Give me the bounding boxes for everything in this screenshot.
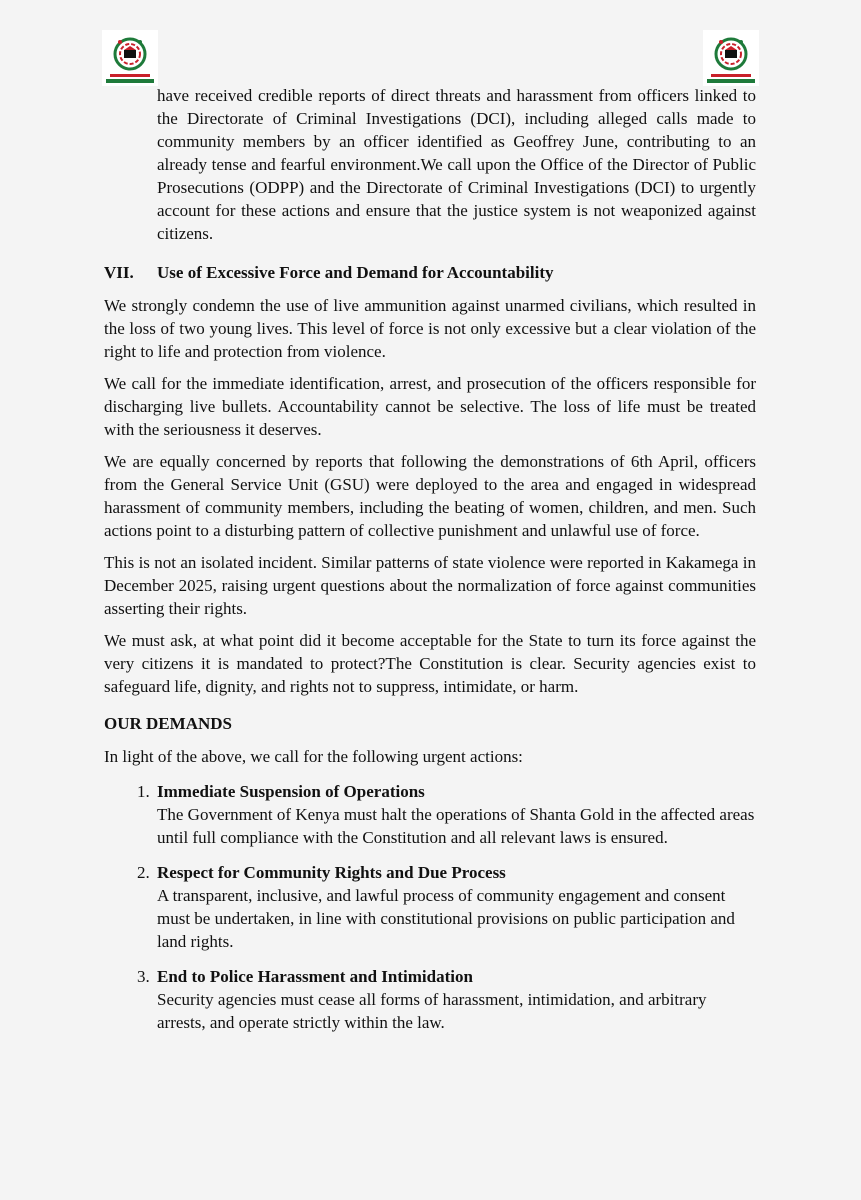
logo-emblem (703, 30, 759, 86)
paragraph: We are equally concerned by reports that following the demonstrations of 6th April, officers from the General Service Unit (GSU) were deployed to the area and engaged in widespread harassment of community members, including the beating of women, children, and men. Such actions point to a disturbing pattern of collective punishment and unlawful use of force. (104, 452, 756, 540)
demand-title: Respect for Community Rights and Due Process (157, 863, 506, 882)
section-number: VII. (104, 263, 134, 282)
organization-logo-right (703, 30, 759, 86)
paragraph: This is not an isolated incident. Similar patterns of state violence were reported in Kakamega in December 2025, raising urgent questions about the normalization of force against communities asserting their rights. (104, 553, 756, 618)
intro-paragraph: have received credible reports of direct threats and harassment from officers linked to the Directorate of Criminal Investigations (DCI), including alleged calls made to community members by an officer identified as Geoffrey June, contributing to an already tense and fearful environment.We call upon the Office of the Director of Public Prosecutions (ODPP) and the Directorate of Criminal Investigations (DCI) to urgently account for these actions and ensure that the justice system is not weaponized against citizens. (157, 86, 756, 243)
paragraph: We strongly condemn the use of live ammunition against unarmed civilians, which resulted in the loss of two young lives. This level of force is not only excessive but a clear violation of the right to life and protection from violence. (104, 296, 756, 361)
demand-item (104, 861, 756, 953)
paragraph: We must ask, at what point did it become acceptable for the State to turn its force against the very citizens it is mandated to protect?The Constitution is clear. Security agencies exist to safeguard life, dignity, and rights not to suppress, intimidate, or harm. (104, 631, 756, 696)
demand-number: 1. (137, 782, 150, 801)
demand-item (104, 965, 756, 1034)
demand-text: A transparent, inclusive, and lawful process of community engagement and consent must be undertaken, in line with constitutional provisions on public participation and land rights. (157, 886, 735, 951)
demands-intro: In light of the above, we call for the following urgent actions: (104, 747, 523, 766)
demand-item (104, 780, 756, 849)
demand-title: Immediate Suspension of Operations (157, 782, 425, 801)
document-body (104, 84, 756, 1034)
section-title: Use of Excessive Force and Demand for Accountability (157, 263, 554, 282)
organization-logo-left (102, 30, 158, 86)
demand-number: 3. (137, 967, 150, 986)
demand-number: 2. (137, 863, 150, 882)
paragraph: We call for the immediate identification, arrest, and prosecution of the officers responsible for discharging live bullets. Accountability cannot be selective. The loss of life must be treated with the seriousness it deserves. (104, 374, 756, 439)
section-heading (104, 261, 756, 284)
demand-text: The Government of Kenya must halt the operations of Shanta Gold in the affected areas until full compliance with the Constitution and all relevant laws is ensured. (157, 805, 755, 847)
demands-heading: OUR DEMANDS (104, 714, 232, 733)
demand-title: End to Police Harassment and Intimidation (157, 967, 473, 986)
logo-emblem (102, 30, 158, 86)
demand-text: Security agencies must cease all forms of harassment, intimidation, and arbitrary arrests, and operate strictly within the law. (157, 990, 707, 1032)
